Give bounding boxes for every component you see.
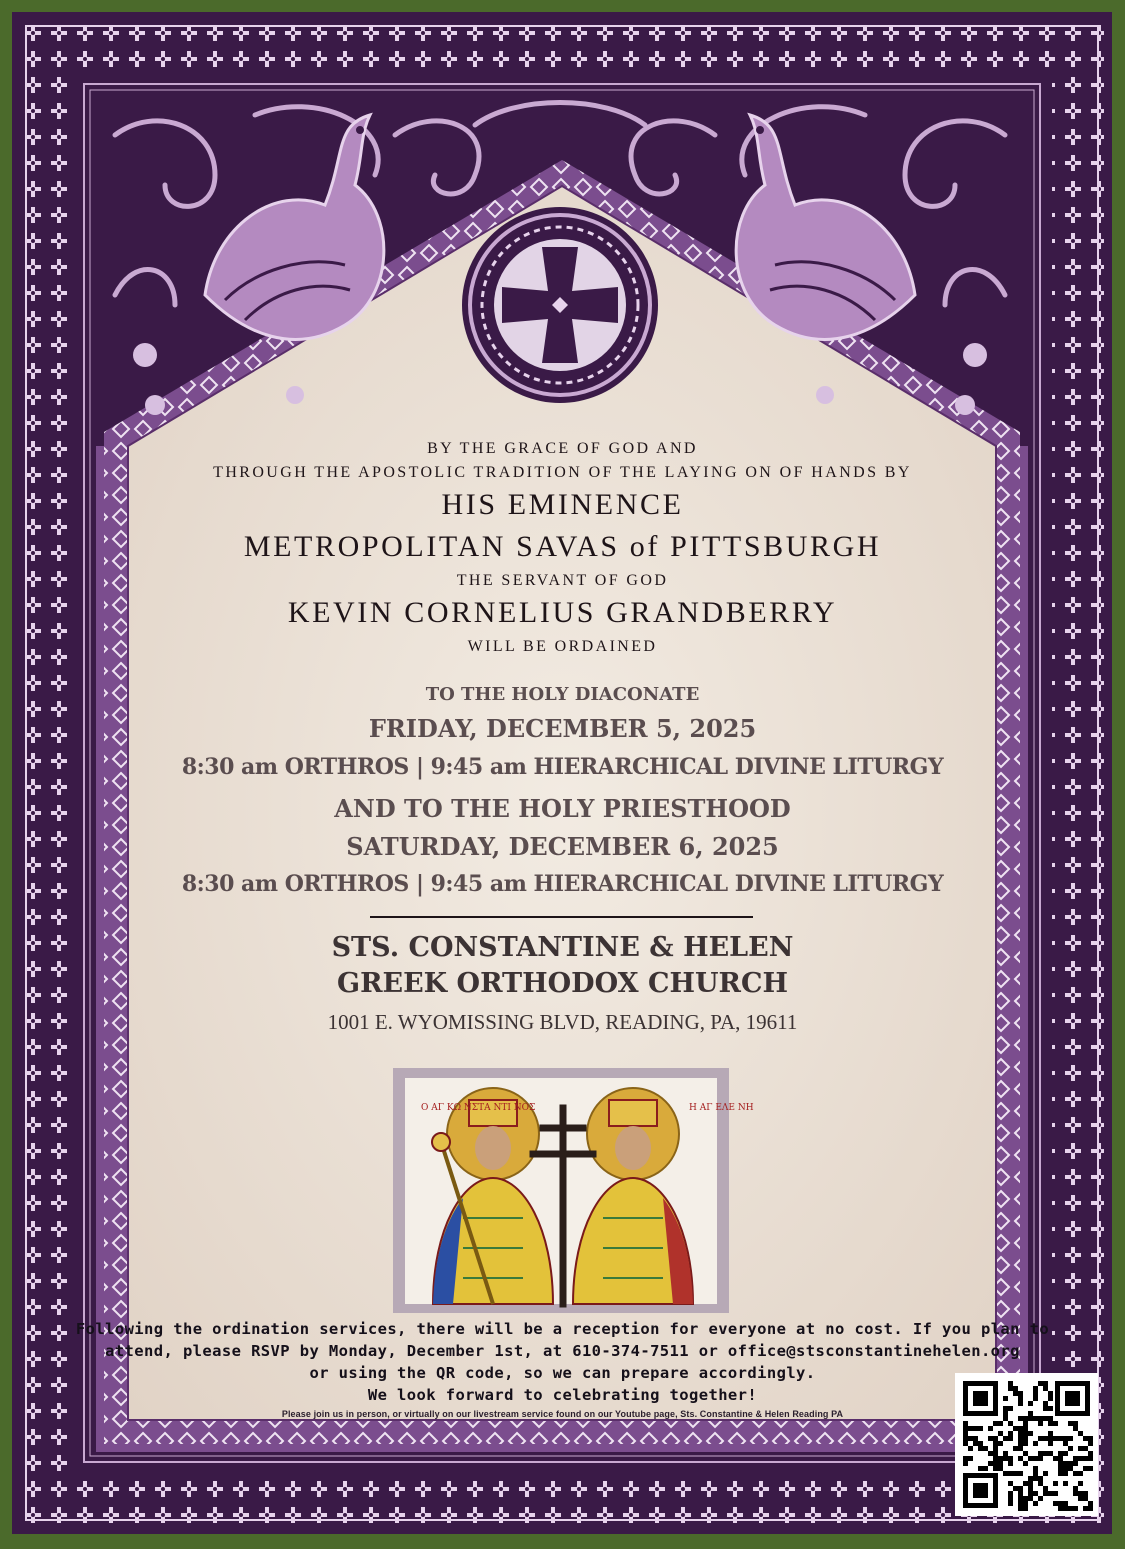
qr-module [1058, 1451, 1063, 1456]
qr-module [1018, 1486, 1023, 1491]
qr-module [1008, 1386, 1013, 1391]
qr-module [993, 1441, 998, 1446]
church-name-line2: GREEK ORTHODOX CHURCH [337, 968, 788, 999]
qr-module [1018, 1506, 1023, 1511]
qr-module [1073, 1491, 1078, 1496]
qr-module [963, 1426, 968, 1431]
qr-module [1033, 1396, 1038, 1401]
qr-module [993, 1466, 998, 1471]
qr-module [1033, 1501, 1038, 1506]
qr-module [1033, 1441, 1038, 1446]
qr-module [978, 1446, 983, 1451]
qr-module [1043, 1386, 1048, 1391]
qr-module [993, 1461, 998, 1466]
qr-module [1043, 1471, 1048, 1476]
hierarch-title: HIS EMINENCE [441, 488, 684, 521]
qr-module [1023, 1416, 1028, 1421]
qr-module [973, 1436, 978, 1441]
qr-module [983, 1466, 988, 1471]
reception-line2: attend, please RSVP by Monday, December 1st, at 610-374-7511 or office@stsconstantinehelen.org [105, 1342, 1020, 1360]
qr-module [1053, 1491, 1058, 1496]
qr-module [1048, 1436, 1053, 1441]
qr-module [1043, 1416, 1048, 1421]
livestream-note: Please join us in person, or virtually on our livestream service found on our Youtube page, Sts. Constantine & Helen Reading PA [281, 1409, 844, 1419]
priesthood-title: AND TO THE HOLY PRIESTHOOD [334, 794, 791, 823]
priesthood-schedule: 8:30 am ORTHROS | 9:45 am HIERARCHICAL DIVINE LITURGY [181, 871, 944, 897]
qr-module [1043, 1486, 1048, 1491]
qr-module [1078, 1471, 1083, 1476]
priesthood-date: SATURDAY, DECEMBER 6, 2025 [346, 832, 779, 861]
qr-module [1053, 1421, 1058, 1426]
qr-module [1008, 1501, 1013, 1506]
qr-module [1068, 1466, 1073, 1471]
qr-module [1003, 1411, 1008, 1416]
qr-module [1033, 1491, 1038, 1496]
qr-module [1028, 1456, 1033, 1461]
qr-module [988, 1451, 993, 1456]
qr-module [1088, 1441, 1093, 1446]
qr-module [1013, 1426, 1018, 1431]
qr-module [1003, 1396, 1008, 1401]
qr-module [1083, 1491, 1088, 1496]
qr-module [1083, 1496, 1088, 1501]
qr-module [1023, 1441, 1028, 1446]
qr-module [1008, 1461, 1013, 1466]
qr-module [1048, 1396, 1053, 1401]
qr-module [1058, 1466, 1063, 1471]
apostolic-tradition-line: THROUGH THE APOSTOLIC TRADITION OF THE LAYING ON OF HANDS BY [213, 464, 912, 481]
qr-module [1048, 1416, 1053, 1421]
qr-module [1088, 1451, 1093, 1456]
qr-module [1013, 1486, 1018, 1491]
qr-module [1048, 1451, 1053, 1456]
qr-module [1048, 1391, 1053, 1396]
qr-module [993, 1436, 998, 1441]
qr-module [1068, 1506, 1073, 1511]
qr-module [1013, 1391, 1018, 1396]
qr-module [968, 1456, 973, 1461]
qr-module [968, 1446, 973, 1451]
church-name-line1: STS. CONSTANTINE & HELEN [331, 932, 794, 963]
qr-module [963, 1436, 968, 1441]
qr-module [1018, 1441, 1023, 1446]
ordained-label: WILL BE ORDAINED [467, 638, 658, 655]
qr-module [1063, 1506, 1068, 1511]
qr-module [1073, 1461, 1078, 1466]
qr-module [1003, 1471, 1008, 1476]
qr-module [1013, 1471, 1018, 1476]
qr-module [998, 1466, 1003, 1471]
qr-module [1038, 1451, 1043, 1456]
cross-medallion [462, 207, 658, 403]
qr-module [963, 1431, 968, 1436]
hierarch-name: METROPOLITAN SAVAS of PITTSBURGH [243, 530, 882, 563]
qr-module [1073, 1506, 1078, 1511]
qr-module [1033, 1471, 1038, 1476]
qr-module [1008, 1406, 1013, 1411]
qr-module [1018, 1416, 1023, 1421]
qr-module [1083, 1436, 1088, 1441]
qr-module [1078, 1491, 1083, 1496]
qr-module [1073, 1471, 1078, 1476]
qr-module [1008, 1436, 1013, 1441]
qr-module [968, 1436, 973, 1441]
qr-module [1078, 1446, 1083, 1451]
qr-module [1018, 1436, 1023, 1441]
qr-module [1033, 1466, 1038, 1471]
qr-module [1008, 1471, 1013, 1476]
qr-module [1028, 1476, 1033, 1481]
qr-module [1033, 1456, 1038, 1461]
qr-module [1003, 1406, 1008, 1411]
qr-module [1058, 1501, 1063, 1506]
right-bird-ornament [736, 115, 915, 339]
qr-module [1058, 1471, 1063, 1476]
saints-icon-image [393, 1068, 754, 1313]
qr-module [1048, 1406, 1053, 1411]
qr-module [1073, 1486, 1078, 1491]
qr-module [963, 1421, 968, 1426]
qr-module [1023, 1496, 1028, 1501]
qr-module [1073, 1426, 1078, 1431]
qr-module [1038, 1456, 1043, 1461]
qr-module [1008, 1491, 1013, 1496]
qr-module [1068, 1421, 1073, 1426]
qr-module [1023, 1431, 1028, 1436]
qr-module [1013, 1386, 1018, 1391]
qr-module [1078, 1431, 1083, 1436]
qr-module [1033, 1386, 1038, 1391]
reception-line1: Following the ordination services, there will be a reception for everyone at no cost. If you plan to [75, 1320, 1050, 1338]
qr-module [1088, 1436, 1093, 1441]
qr-module [998, 1461, 1003, 1466]
qr-module [1018, 1396, 1023, 1401]
qr-module [978, 1441, 983, 1446]
qr-module [1053, 1436, 1058, 1441]
qr-module [1003, 1436, 1008, 1441]
qr-module [1003, 1416, 1008, 1421]
qr-module [1043, 1406, 1048, 1411]
qr-module [988, 1426, 993, 1431]
qr-module [1033, 1391, 1038, 1396]
qr-module [988, 1436, 993, 1441]
qr-module [1038, 1496, 1043, 1501]
qr-module [968, 1426, 973, 1431]
qr-module [1018, 1491, 1023, 1496]
qr-module [963, 1441, 968, 1446]
qr-module [1078, 1456, 1083, 1461]
qr-module [1078, 1496, 1083, 1501]
qr-module [1018, 1456, 1023, 1461]
qr-module [1073, 1421, 1078, 1426]
qr-module [1033, 1476, 1038, 1481]
qr-module [1028, 1496, 1033, 1501]
qr-module [973, 1426, 978, 1431]
qr-module [978, 1426, 983, 1431]
qr-module [1013, 1446, 1018, 1451]
qr-module [1043, 1491, 1048, 1496]
qr-module [1058, 1506, 1063, 1511]
qr-module [978, 1466, 983, 1471]
qr-module [993, 1421, 998, 1426]
qr-module [1008, 1421, 1013, 1426]
qr-module [1003, 1451, 1008, 1456]
qr-module [1063, 1436, 1068, 1441]
qr-module [1063, 1501, 1068, 1506]
servant-label: THE SERVANT OF GOD [456, 572, 669, 589]
qr-module [1028, 1431, 1033, 1436]
reception-line3: or using the QR code, so we can prepare accordingly. [309, 1364, 816, 1382]
qr-module [1028, 1401, 1033, 1406]
qr-module [1028, 1486, 1033, 1491]
qr-module [1018, 1401, 1023, 1406]
qr-module [1018, 1426, 1023, 1431]
qr-module [1018, 1496, 1023, 1501]
qr-module [1058, 1456, 1063, 1461]
qr-module [1043, 1436, 1048, 1441]
qr-module [1038, 1476, 1043, 1481]
qr-module [1028, 1416, 1033, 1421]
qr-module [998, 1421, 1003, 1426]
qr-module [1028, 1481, 1033, 1486]
qr-module [1018, 1431, 1023, 1436]
qr-module [1018, 1391, 1023, 1396]
qr-module [998, 1456, 1003, 1461]
qr-module [1043, 1451, 1048, 1456]
qr-module [1058, 1436, 1063, 1441]
qr-module [963, 1461, 968, 1466]
reception-line4: We look forward to celebrating together! [367, 1386, 758, 1404]
qr-module [1048, 1421, 1053, 1426]
qr-module [1023, 1461, 1028, 1466]
byzantine-ornament [95, 95, 1025, 475]
qr-module [1028, 1491, 1033, 1496]
qr-module [1023, 1501, 1028, 1506]
qr-module [1033, 1416, 1038, 1421]
qr-module [1063, 1441, 1068, 1446]
left-bird-ornament [205, 115, 384, 339]
qr-module [1083, 1456, 1088, 1461]
qr-module [1068, 1436, 1073, 1441]
qr-module [1048, 1441, 1053, 1446]
qr-module [1063, 1471, 1068, 1476]
diaconate-date: FRIDAY, DECEMBER 5, 2025 [368, 714, 757, 743]
qr-module [1038, 1416, 1043, 1421]
qr-module [1023, 1451, 1028, 1456]
qr-module [1053, 1481, 1058, 1486]
qr-module [1083, 1506, 1088, 1511]
qr-module [1023, 1506, 1028, 1511]
qr-module [1078, 1481, 1083, 1486]
qr-module [1063, 1451, 1068, 1456]
qr-module [1053, 1501, 1058, 1506]
qr-module [1038, 1436, 1043, 1441]
qr-module [1003, 1456, 1008, 1461]
qr-module [998, 1441, 1003, 1446]
right-icon-inscription: Η ΑΓ ΕΛΕ ΝΗ [689, 1103, 754, 1113]
qr-module [963, 1456, 968, 1461]
qr-module [1023, 1481, 1028, 1486]
qr-module [1053, 1456, 1058, 1461]
qr-module [1083, 1446, 1088, 1451]
qr-module [1008, 1381, 1013, 1386]
qr-module [983, 1446, 988, 1451]
qr-module [1008, 1496, 1013, 1501]
qr-module [1008, 1431, 1013, 1436]
qr-module [1048, 1431, 1053, 1436]
qr-module [1058, 1461, 1063, 1466]
qr-module [1038, 1381, 1043, 1386]
qr-module [1008, 1481, 1013, 1486]
rsvp-qr-code[interactable] [955, 1373, 1098, 1516]
qr-module [1023, 1421, 1028, 1426]
qr-module [1063, 1481, 1068, 1486]
qr-module [1038, 1421, 1043, 1426]
diaconate-title: TO THE HOLY DIACONATE [425, 684, 700, 705]
qr-module [1008, 1456, 1013, 1461]
qr-module [1073, 1456, 1078, 1461]
diaconate-schedule: 8:30 am ORTHROS | 9:45 am HIERARCHICAL DIVINE LITURGY [181, 754, 944, 780]
ordinand-name: KEVIN CORNELIUS GRANDBERRY [287, 596, 838, 629]
qr-module [1018, 1501, 1023, 1506]
qr-module [1018, 1471, 1023, 1476]
qr-module [1023, 1426, 1028, 1431]
qr-module [1063, 1466, 1068, 1471]
qr-module [1088, 1466, 1093, 1471]
qr-module [1088, 1456, 1093, 1461]
qr-module [1028, 1411, 1033, 1416]
left-icon-inscription: Ο ΑΓ ΚΩ ΝΣΤΑ ΝΤΙ ΝΟΣ [421, 1103, 536, 1113]
section-divider [370, 916, 753, 918]
qr-module [1083, 1466, 1088, 1471]
grace-of-god-line: BY THE GRACE OF GOD AND [427, 440, 698, 457]
qr-module [1038, 1481, 1043, 1486]
qr-module [973, 1441, 978, 1446]
qr-module [1068, 1461, 1073, 1466]
qr-module [993, 1451, 998, 1456]
qr-module [1088, 1506, 1093, 1511]
qr-module [998, 1431, 1003, 1436]
qr-module [988, 1461, 993, 1466]
qr-module [1043, 1381, 1048, 1386]
qr-module [993, 1446, 998, 1451]
qr-module [1068, 1446, 1073, 1451]
qr-module [1023, 1436, 1028, 1441]
qr-module [1043, 1401, 1048, 1406]
church-address: 1001 E. WYOMISSING BLVD, READING, PA, 19611 [327, 1010, 798, 1034]
qr-module [1018, 1446, 1023, 1451]
qr-module [1063, 1461, 1068, 1466]
qr-module [1048, 1491, 1053, 1496]
qr-module [993, 1456, 998, 1461]
qr-module [1088, 1501, 1093, 1506]
